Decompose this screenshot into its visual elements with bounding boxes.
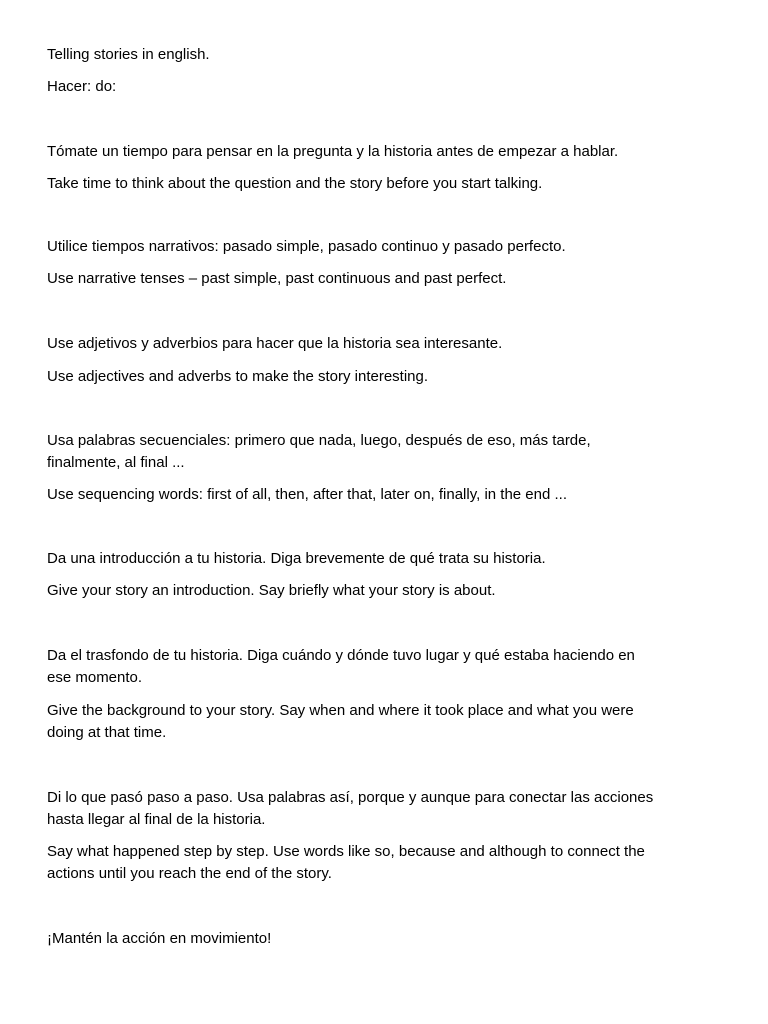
tip-6-english-line-2: doing at that time.	[47, 724, 167, 741]
tip-5-spanish: Da una introducción a tu historia. Diga brevemente de qué trata su historia.	[47, 550, 546, 567]
tip-6-spanish-line-1: Da el trasfondo de tu historia. Diga cuándo y dónde tuvo lugar y qué estaba haciendo en	[47, 647, 635, 664]
tip-6-english-line-1: Give the background to your story. Say when and where it took place and what you were	[47, 702, 634, 719]
document-subtitle: Hacer: do:	[47, 78, 117, 95]
tip-7-english-line-1: Say what happened step by step. Use words like so, because and although to connect the	[47, 843, 645, 860]
tip-4-spanish-line-2: finalmente, al final ...	[47, 454, 185, 471]
tip-4-english: Use sequencing words: first of all, then, after that, later on, finally, in the end ...	[47, 486, 567, 503]
tip-3-spanish: Use adjetivos y adverbios para hacer que la historia sea interesante.	[47, 335, 503, 352]
tip-4-spanish-line-1: Usa palabras secuenciales: primero que nada, luego, después de eso, más tarde,	[47, 432, 591, 449]
tip-2-spanish: Utilice tiempos narrativos: pasado simple, pasado continuo y pasado perfecto.	[47, 238, 566, 255]
tip-6-spanish-line-2: ese momento.	[47, 669, 143, 686]
tip-7-english-line-2: actions until you reach the end of the story.	[47, 865, 332, 882]
tip-7-spanish-line-1: Di lo que pasó paso a paso. Usa palabras así, porque y aunque para conectar las acciones	[47, 789, 654, 806]
tip-1-english: Take time to think about the question and the story before you start talking.	[47, 175, 543, 192]
tip-2-english: Use narrative tenses – past simple, past continuous and past perfect.	[47, 270, 507, 287]
document-title: Telling stories in english.	[47, 46, 210, 63]
closing-line: ¡Mantén la acción en movimiento!	[47, 930, 272, 947]
tip-7-spanish-line-2: hasta llegar al final de la historia.	[47, 811, 266, 828]
tip-3-english: Use adjectives and adverbs to make the story interesting.	[47, 368, 429, 385]
tip-1-spanish: Tómate un tiempo para pensar en la pregunta y la historia antes de empezar a hablar.	[47, 143, 619, 160]
tip-5-english: Give your story an introduction. Say briefly what your story is about.	[47, 582, 496, 599]
